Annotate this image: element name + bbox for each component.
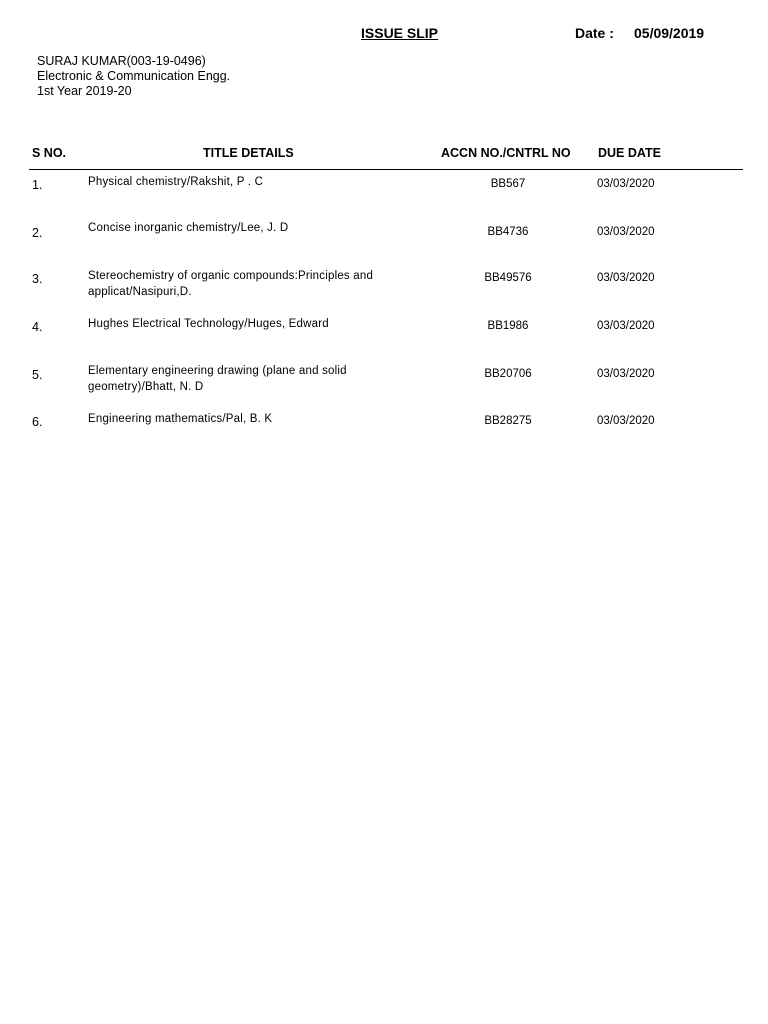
row-sno: 2. <box>32 226 43 240</box>
row-title: Hughes Electrical Technology/Huges, Edward <box>88 318 329 330</box>
column-header-sno: S NO. <box>32 146 67 160</box>
column-header-due-date: DUE DATE <box>598 146 661 160</box>
row-sno: 3. <box>32 272 43 286</box>
row-title: Physical chemistry/Rakshit, P . C <box>88 176 264 188</box>
date-label: Date : <box>575 25 614 41</box>
date-value: 05/09/2019 <box>634 25 705 41</box>
row-accn: BB28275 <box>484 415 532 427</box>
row-title: Concise inorganic chemistry/Lee, J. D <box>88 222 289 234</box>
row-sno: 5. <box>32 368 43 382</box>
row-due-date: 03/03/2020 <box>597 415 655 427</box>
row-accn: BB4736 <box>487 226 529 238</box>
row-title: Engineering mathematics/Pal, B. K <box>88 413 273 425</box>
row-sno: 1. <box>32 178 43 192</box>
student-name-id: SURAJ KUMAR(003-19-0496) <box>37 54 206 68</box>
row-due-date: 03/03/2020 <box>597 178 655 190</box>
row-due-date: 03/03/2020 <box>597 226 655 238</box>
row-due-date: 03/03/2020 <box>597 272 655 284</box>
row-sno: 4. <box>32 320 43 334</box>
row-accn: BB567 <box>490 178 526 190</box>
row-due-date: 03/03/2020 <box>597 368 655 380</box>
header-divider <box>29 169 743 170</box>
row-accn: BB1986 <box>487 320 529 332</box>
column-header-title: TITLE DETAILS <box>203 146 294 160</box>
row-sno: 6. <box>32 415 43 429</box>
row-title: Elementary engineering drawing (plane and solid geometry)/Bhatt, N. D <box>88 365 347 393</box>
page-title: ISSUE SLIP <box>361 25 439 41</box>
row-due-date: 03/03/2020 <box>597 320 655 332</box>
row-accn: BB20706 <box>484 368 532 380</box>
row-title: Stereochemistry of organic compounds:Principles and applicat/Nasipuri,D. <box>88 270 374 298</box>
student-year: 1st Year 2019-20 <box>37 84 132 98</box>
row-accn: BB49576 <box>484 272 532 284</box>
student-department: Electronic & Communication Engg. <box>37 69 231 83</box>
column-header-accn: ACCN NO./CNTRL NO <box>441 146 571 160</box>
